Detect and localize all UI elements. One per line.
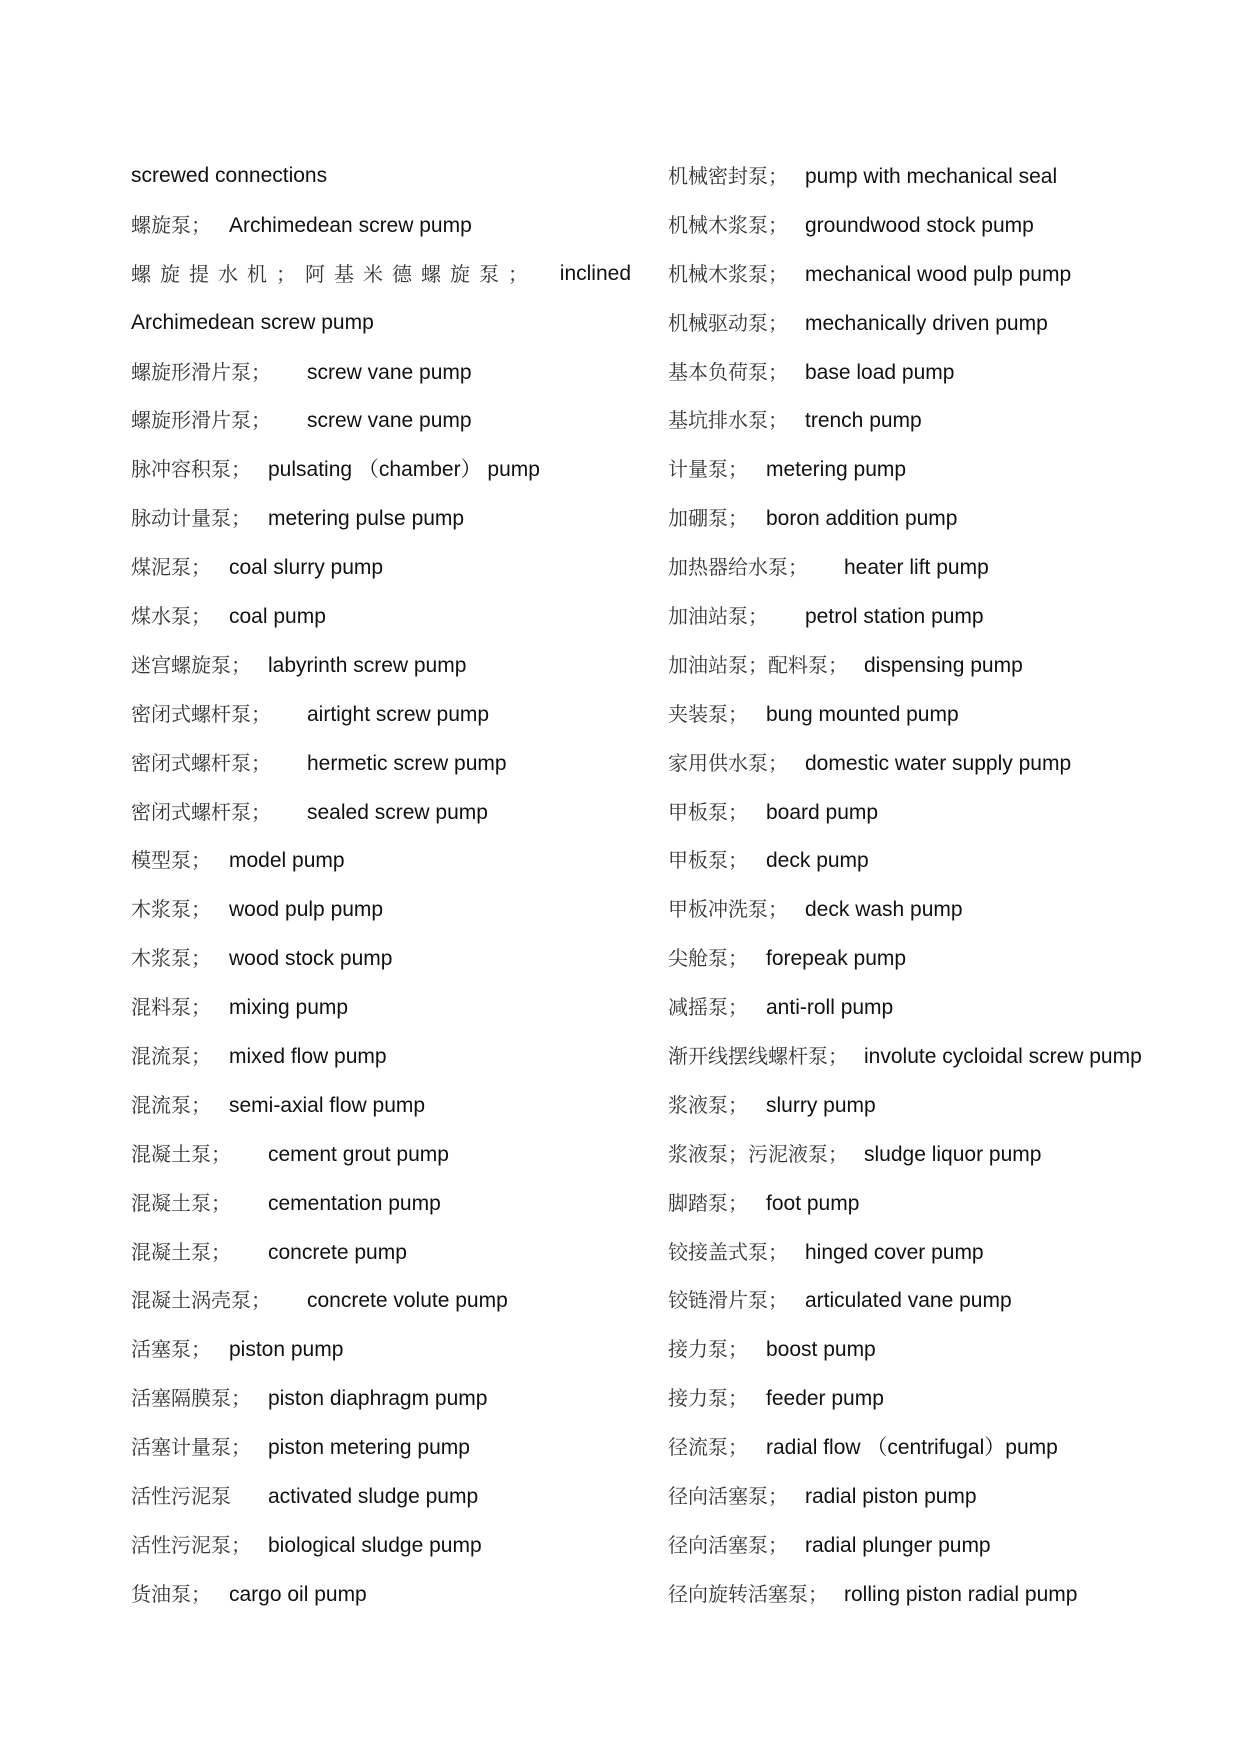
chinese-term: 径向活塞泵； (668, 1484, 788, 1509)
glossary-entry (131, 739, 631, 788)
english-term: hermetic screw pump (307, 751, 507, 775)
glossary-entry (668, 1130, 1188, 1179)
glossary-entry (668, 494, 1188, 543)
english-term: Archimedean screw pump (229, 213, 472, 237)
glossary-entry (668, 152, 1188, 201)
glossary-entry (668, 396, 1188, 445)
english-term: domestic water supply pump (805, 751, 1072, 775)
chinese-term: 模型泵； (131, 848, 211, 873)
chinese-term: 煤水泵； (131, 604, 211, 629)
glossary-entry (131, 396, 631, 445)
glossary-entry (131, 494, 631, 543)
english-term: labyrinth screw pump (268, 653, 467, 677)
chinese-term: 甲板冲洗泵； (668, 897, 788, 922)
english-term: base load pump (805, 360, 955, 384)
chinese-term: 渐开线摆线螺杆泵； (668, 1044, 848, 1069)
glossary-entry (668, 690, 1188, 739)
chinese-term: 计量泵； (668, 457, 748, 482)
english-term: groundwood stock pump (805, 213, 1034, 237)
chinese-term: 甲板泵； (668, 848, 748, 873)
chinese-term: 混凝土泵； (131, 1141, 231, 1166)
english-term: screwed connections (131, 164, 328, 187)
english-term: model pump (229, 849, 345, 873)
chinese-term: 混凝土涡壳泵； (131, 1288, 271, 1313)
glossary-entry (668, 641, 1188, 690)
chinese-term: 加油站泵； (668, 604, 768, 629)
chinese-term: 径流泵； (668, 1435, 748, 1460)
glossary-entry (131, 690, 631, 739)
english-term: metering pulse pump (268, 507, 465, 531)
glossary-entry (668, 1374, 1188, 1423)
english-term: wood stock pump (229, 947, 393, 971)
english-term: radial plunger pump (805, 1533, 991, 1557)
chinese-term: 螺旋提水机；阿基米德螺旋泵； (131, 261, 537, 286)
glossary-entry (131, 152, 631, 201)
glossary-entry (131, 836, 631, 885)
chinese-term: 密闭式螺杆泵； (131, 750, 271, 775)
chinese-term: 铰链滑片泵； (668, 1288, 788, 1313)
chinese-term: 活性污泥泵 (131, 1484, 231, 1509)
english-term: deck wash pump (805, 898, 963, 922)
chinese-term: 径向旋转活塞泵； (668, 1581, 828, 1606)
english-term: involute cycloidal screw pump (864, 1045, 1142, 1069)
glossary-entry (668, 250, 1188, 299)
english-term: activated sludge pump (268, 1485, 479, 1509)
glossary-entry (131, 1570, 631, 1619)
chinese-term: 加油站泵；配料泵； (668, 652, 848, 677)
chinese-term: 机械驱动泵； (668, 310, 788, 335)
chinese-term: 螺旋形滑片泵； (131, 359, 271, 384)
glossary-entry (131, 543, 631, 592)
glossary-entry (668, 1228, 1188, 1277)
glossary-entry (668, 543, 1188, 592)
english-term: radial flow （centrifugal）pump (766, 1436, 1058, 1460)
chinese-term: 木浆泵； (131, 946, 211, 971)
glossary-entry (668, 788, 1188, 837)
glossary-entry (131, 1423, 631, 1472)
english-term: pump with mechanical seal (805, 165, 1058, 188)
chinese-term: 加硼泵； (668, 506, 748, 531)
english-term: Archimedean screw pump (131, 310, 374, 334)
english-term: slurry pump (766, 1093, 876, 1117)
chinese-term: 螺旋泵； (131, 212, 211, 237)
glossary-entry (668, 1032, 1188, 1081)
glossary-entry (131, 299, 631, 348)
english-term: hinged cover pump (805, 1240, 984, 1264)
chinese-term: 接力泵； (668, 1386, 748, 1411)
glossary-entry (131, 1472, 631, 1521)
glossary-entry (668, 1472, 1188, 1521)
english-term: petrol station pump (805, 605, 984, 629)
english-term: boron addition pump (766, 507, 958, 531)
glossary-entry (131, 885, 631, 934)
chinese-term: 尖舱泵； (668, 946, 748, 971)
left-column (131, 152, 631, 1619)
chinese-term: 机械木浆泵； (668, 212, 788, 237)
chinese-term: 混凝土泵； (131, 1239, 231, 1264)
glossary-entry (668, 1521, 1188, 1570)
english-term: wood pulp pump (229, 898, 384, 922)
glossary-entry (668, 739, 1188, 788)
chinese-term: 混凝土泵； (131, 1190, 231, 1215)
english-term: trench pump (805, 409, 922, 433)
glossary-entry (668, 1325, 1188, 1374)
glossary-entry (668, 885, 1188, 934)
glossary-entry (131, 201, 631, 250)
chinese-term: 脉冲容积泵； (131, 457, 251, 482)
english-term: deck pump (766, 849, 869, 873)
chinese-term: 煤泥泵； (131, 555, 211, 580)
chinese-term: 加热器给水泵； (668, 555, 808, 580)
english-term: airtight screw pump (307, 702, 490, 726)
glossary-entry (668, 934, 1188, 983)
chinese-term: 浆液泵； (668, 1092, 748, 1117)
chinese-term: 机械密封泵； (668, 164, 788, 188)
glossary-entry (131, 1521, 631, 1570)
chinese-term: 脚踏泵； (668, 1190, 748, 1215)
glossary-entry (131, 983, 631, 1032)
glossary-entry (131, 1032, 631, 1081)
glossary-entry (668, 445, 1188, 494)
chinese-term: 密闭式螺杆泵； (131, 701, 271, 726)
chinese-term: 机械木浆泵； (668, 261, 788, 286)
glossary-entry (668, 1570, 1188, 1619)
chinese-term: 货油泵； (131, 1581, 211, 1606)
chinese-term: 密闭式螺杆泵； (131, 799, 271, 824)
english-term: foot pump (766, 1191, 860, 1215)
glossary-entry (668, 836, 1188, 885)
chinese-term: 基坑排水泵； (668, 408, 788, 433)
glossary-entry (668, 1276, 1188, 1325)
english-term: sludge liquor pump (864, 1142, 1042, 1166)
glossary-entry (131, 1374, 631, 1423)
glossary-entry (131, 250, 631, 299)
chinese-term: 活塞计量泵； (131, 1435, 251, 1460)
chinese-term: 活塞泵； (131, 1337, 211, 1362)
chinese-term: 基本负荷泵； (668, 359, 788, 384)
glossary-entry (131, 1325, 631, 1374)
chinese-term: 减摇泵； (668, 995, 748, 1020)
glossary-entry (131, 1228, 631, 1277)
glossary-entry (668, 348, 1188, 397)
glossary-entry (131, 592, 631, 641)
glossary-entry (131, 1276, 631, 1325)
english-term: concrete pump (268, 1240, 407, 1264)
english-term: coal pump (229, 605, 326, 629)
english-term: biological sludge pump (268, 1533, 482, 1557)
english-term: anti-roll pump (766, 996, 894, 1020)
english-term: screw vane pump (307, 360, 472, 384)
chinese-term: 家用供水泵； (668, 750, 788, 775)
english-term: mixing pump (229, 996, 349, 1020)
chinese-term: 混流泵； (131, 1092, 211, 1117)
english-term: piston pump (229, 1338, 344, 1362)
glossary-entry (668, 1081, 1188, 1130)
english-term: articulated vane pump (805, 1289, 1012, 1313)
chinese-term: 混料泵； (131, 995, 211, 1020)
english-term: cementation pump (268, 1191, 441, 1215)
chinese-term: 甲板泵； (668, 799, 748, 824)
english-term: pulsating （chamber） pump (268, 458, 540, 482)
glossary-entry (131, 788, 631, 837)
glossary-entry (131, 1081, 631, 1130)
glossary-entry (131, 445, 631, 494)
chinese-term: 脉动计量泵； (131, 506, 251, 531)
glossary-entry (668, 299, 1188, 348)
glossary-entry (668, 592, 1188, 641)
english-term: bung mounted pump (766, 702, 959, 726)
chinese-term: 浆液泵；污泥液泵； (668, 1141, 848, 1166)
english-term: concrete volute pump (307, 1289, 508, 1313)
glossary-entry (131, 641, 631, 690)
english-term: forepeak pump (766, 947, 907, 971)
english-term: board pump (766, 800, 879, 824)
chinese-term: 活塞隔膜泵； (131, 1386, 251, 1411)
english-term: mechanical wood pulp pump (805, 262, 1072, 286)
english-term: mixed flow pump (229, 1045, 387, 1069)
english-term: cement grout pump (268, 1142, 449, 1166)
chinese-term: 径向活塞泵； (668, 1532, 788, 1557)
glossary-entry (131, 1130, 631, 1179)
english-term: feeder pump (766, 1387, 884, 1411)
english-term: coal slurry pump (229, 556, 384, 580)
english-term: cargo oil pump (229, 1582, 367, 1606)
glossary-entry (131, 348, 631, 397)
english-term: piston diaphragm pump (268, 1387, 488, 1411)
glossary-entry (131, 934, 631, 983)
english-term: screw vane pump (307, 409, 472, 433)
glossary-entry (668, 201, 1188, 250)
right-column (668, 152, 1188, 1619)
chinese-term: 迷宫螺旋泵； (131, 652, 251, 677)
glossary-entry (668, 1423, 1188, 1472)
english-term: piston metering pump (268, 1436, 470, 1460)
english-term: inclined (559, 261, 631, 285)
chinese-term: 夹装泵； (668, 701, 748, 726)
english-term: sealed screw pump (307, 800, 488, 824)
chinese-term: 铰接盖式泵； (668, 1239, 788, 1264)
chinese-term: 混流泵； (131, 1044, 211, 1069)
chinese-term: 螺旋形滑片泵； (131, 408, 271, 433)
chinese-term: 活性污泥泵； (131, 1532, 251, 1557)
glossary-entry (668, 1179, 1188, 1228)
chinese-term: 接力泵； (668, 1337, 748, 1362)
chinese-term: 木浆泵； (131, 897, 211, 922)
glossary-entry (131, 1179, 631, 1228)
english-term: semi-axial flow pump (229, 1093, 426, 1117)
english-term: rolling piston radial pump (844, 1582, 1078, 1606)
english-term: boost pump (766, 1338, 876, 1362)
english-term: metering pump (766, 458, 907, 482)
english-term: mechanically driven pump (805, 311, 1048, 335)
glossary-entry (668, 983, 1188, 1032)
english-term: radial piston pump (805, 1485, 977, 1509)
english-term: dispensing pump (864, 653, 1023, 677)
english-term: heater lift pump (844, 556, 989, 580)
